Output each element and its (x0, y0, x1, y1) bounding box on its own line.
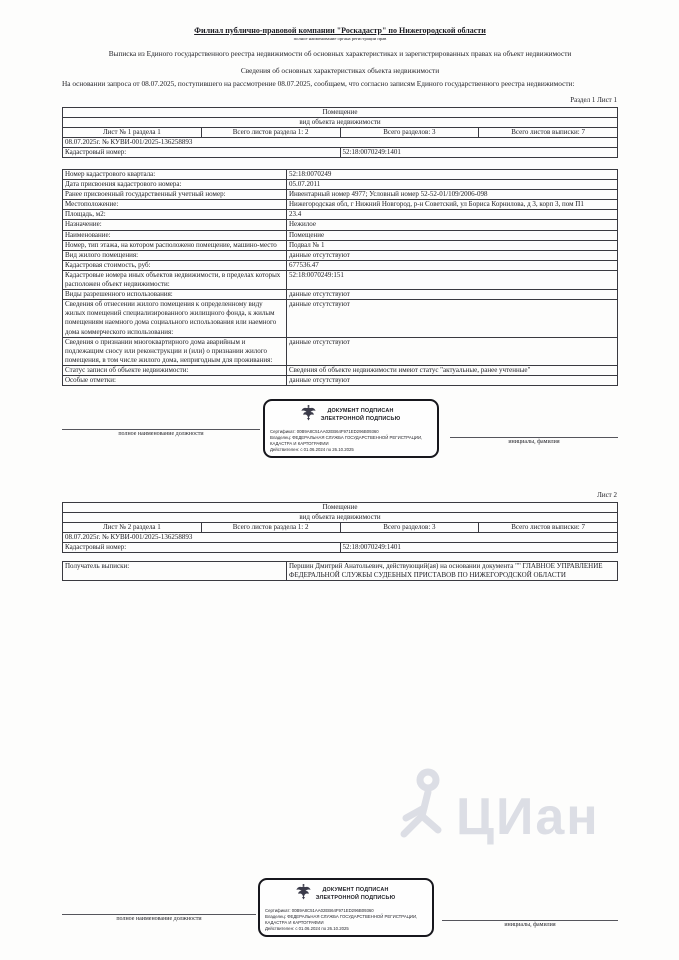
stamp-title-line1: ДОКУМЕНТ ПОДПИСАН (327, 407, 394, 414)
stamp-validity: Действителен: с 01.06.2024 по 26.10.2025 (270, 447, 354, 453)
sheet-info-cell: Всего листов выписки: 7 (479, 128, 618, 138)
attr-value: данные отсутствуют (287, 300, 618, 337)
attr-value: Подвал № 1 (287, 240, 618, 250)
attr-label: Площадь, м2: (63, 210, 287, 220)
attr-value: 52:18:0070249 (287, 170, 618, 180)
attr-label: Наименование: (63, 230, 287, 240)
attr-value: данные отсутствуют (287, 290, 618, 300)
cian-watermark-text: ЦИан (456, 787, 600, 846)
attr-value: Инвентарный номер 4977; Условный номер 52-52-01/109/2006-098 (287, 190, 618, 200)
object-type: Помещение (63, 108, 618, 118)
stamp-title-line2: ЭЛЕКТРОННОЙ ПОДПИСЬЮ (315, 895, 396, 901)
attr-label: Кадастровые номера иных объектов недвижимости, в пределах которых расположен объект недвижимости: (63, 270, 287, 289)
attr-label: Номер кадастрового квартала: (63, 170, 287, 180)
attr-label: Особые отметки: (63, 375, 287, 385)
signature-name-label: инициалы, фамилия (508, 439, 560, 445)
recipient-table (62, 561, 618, 581)
doc-number: 08.07.2025г. № КУВИ-001/2025-136258893 (63, 138, 618, 148)
request-line: На основании запроса от 08.07.2025, поступившего на рассмотрение 08.07.2025, сообщаем, что согласно записям Единого государственного реестра недвижимости: (62, 79, 575, 88)
attr-label: Сведения о признании многоквартирного дома аварийным и подлежащим сносу или реконструкции и (или) о признании жилого помещения, в том числе жилого дома, непригодным для проживания: (63, 337, 287, 365)
stamp-validity: Действителен: с 01.06.2024 по 26.10.2025 (265, 926, 349, 932)
cadastral-number-value: 52:18:0070249:1401 (340, 148, 618, 158)
attr-value: данные отсутствуют (287, 375, 618, 385)
signature-line (450, 437, 618, 438)
cian-person-icon (398, 768, 450, 865)
recipient-value: Першин Дмитрий Анатольевич, действующий(ая) на основании документа "" ГЛАВНОЕ УПРАВЛЕНИЕ ФЕДЕРАЛЬНОЙ СЛУЖБЫ СУДЕБНЫХ ПРИСТАВОВ ПО НИЖЕГОРОДСКОЙ ОБЛАСТИ (287, 562, 618, 581)
cadastral-number-value: 52:18:0070249:1401 (340, 543, 618, 553)
cadastral-number-label: Кадастровый номер: (63, 543, 341, 553)
section2-head-table (62, 502, 618, 553)
document-header (62, 26, 618, 88)
signature-line (62, 914, 256, 915)
signature-line (62, 429, 260, 430)
attr-label: Статус записи об объекте недвижимости: (63, 365, 287, 375)
coat-of-arms-icon (296, 883, 311, 905)
section1-corner-label: Раздел 1 Лист 1 (570, 96, 617, 104)
stamp-title-line2: ЭЛЕКТРОННОЙ ПОДПИСЬЮ (320, 416, 401, 422)
document-title: Выписка из Единого государственного реестра недвижимости об основных характеристиках и зарегистрированных правах на объект недвижимости (108, 49, 572, 58)
doc-number: 08.07.2025г. № КУВИ-001/2025-136258893 (63, 533, 618, 543)
stamp-title (316, 886, 396, 902)
attr-value: данные отсутствуют (287, 337, 618, 365)
coat-of-arms-icon (301, 404, 316, 426)
section1-head-table (62, 107, 618, 158)
sheet-info-cell: Лист № 2 раздела 1 (63, 523, 202, 533)
attr-value: 05.07.2011 (287, 180, 618, 190)
stamp-certificate: Сертификат: 00B9A8C51AA02EB64F971ED296B09360 (270, 428, 379, 434)
main-attributes-table (62, 169, 618, 386)
org-name-caption: полное наименование органа регистрации прав (293, 36, 387, 41)
attr-label: Дата присвоения кадастрового номера: (63, 180, 287, 190)
stamp-owner: Владелец: ФЕДЕРАЛЬНАЯ СЛУЖБА ГОСУДАРСТВЕННОЙ РЕГИСТРАЦИИ, КАДАСТРА И КАРТОГРАФИИ (270, 434, 423, 446)
document-subtitle: Сведения об основных характеристиках объекта недвижимости (240, 66, 440, 75)
sheet-info-cell: Всего разделов: 3 (340, 523, 479, 533)
signature-position-label: полное наименование должности (118, 431, 204, 437)
digital-signature-stamp (258, 878, 434, 937)
sheet-info-cell: Лист № 1 раздела 1 (63, 128, 202, 138)
attr-label: Номер, тип этажа, на котором расположено помещение, машино-место (63, 240, 287, 250)
stamp-title-line1: ДОКУМЕНТ ПОДПИСАН (322, 886, 389, 893)
sheet-info-cell: Всего листов раздела 1: 2 (201, 128, 340, 138)
cian-watermark (398, 768, 600, 865)
sheet-info-cell: Всего листов раздела 1: 2 (201, 523, 340, 533)
attr-label: Виды разрешенного использования: (63, 290, 287, 300)
signature-position-label: полное наименование должности (116, 916, 202, 922)
attr-label: Назначение: (63, 220, 287, 230)
attr-label: Сведения об отнесении жилого помещения к определенному виду жилых помещений специализированного жилищного фонда, к жилым помещениям наемного дома социального использования или наемного дома коммерческого использования: (63, 300, 287, 337)
sheet-info-cell: Всего разделов: 3 (340, 128, 479, 138)
attr-value: 677536.47 (287, 260, 618, 270)
attr-value: 52:18:0070249:151 (287, 270, 618, 289)
signature-block-2 (62, 874, 618, 944)
section2-corner-label: Лист 2 (597, 491, 617, 499)
attr-label: Кадастровая стоимость, руб: (63, 260, 287, 270)
object-type-caption: вид объекта недвижимости (63, 513, 618, 523)
sheet-info-cell: Всего листов выписки: 7 (479, 523, 618, 533)
stamp-certificate: Сертификат: 00B9A8C51AA02EB64F971ED296B09360 (265, 907, 374, 913)
signature-line (442, 920, 618, 921)
stamp-owner: Владелец: ФЕДЕРАЛЬНАЯ СЛУЖБА ГОСУДАРСТВЕННОЙ РЕГИСТРАЦИИ, КАДАСТРА И КАРТОГРАФИИ (265, 913, 418, 925)
attr-label: Ранее присвоенный государственный учетный номер: (63, 190, 287, 200)
attr-label: Вид жилого помещения: (63, 250, 287, 260)
attr-value: Сведения об объекте недвижимости имеют статус "актуальные, ранее учтенные" (287, 365, 618, 375)
signature-block-1 (62, 398, 618, 468)
attr-value: Нежилое (287, 220, 618, 230)
signature-name-label: инициалы, фамилия (504, 922, 556, 928)
cadastral-number-label: Кадастровый номер: (63, 148, 341, 158)
object-type: Помещение (63, 503, 618, 513)
object-type-caption: вид объекта недвижимости (63, 118, 618, 128)
digital-signature-stamp (263, 399, 439, 458)
attr-value: Помещение (287, 230, 618, 240)
attr-value: данные отсутствуют (287, 250, 618, 260)
stamp-title (321, 407, 401, 423)
recipient-label: Получатель выписки: (63, 562, 287, 581)
attr-value: Нижегородская обл, г Нижний Новгород, р-н Советский, ул Бориса Корнилова, д 3, корп 3, пом П1 (287, 200, 618, 210)
attr-value: 23.4 (287, 210, 618, 220)
org-name: Филиал публично-правовой компании "Роскадастр" по Нижегородской области (194, 26, 486, 35)
attr-label: Местоположение: (63, 200, 287, 210)
